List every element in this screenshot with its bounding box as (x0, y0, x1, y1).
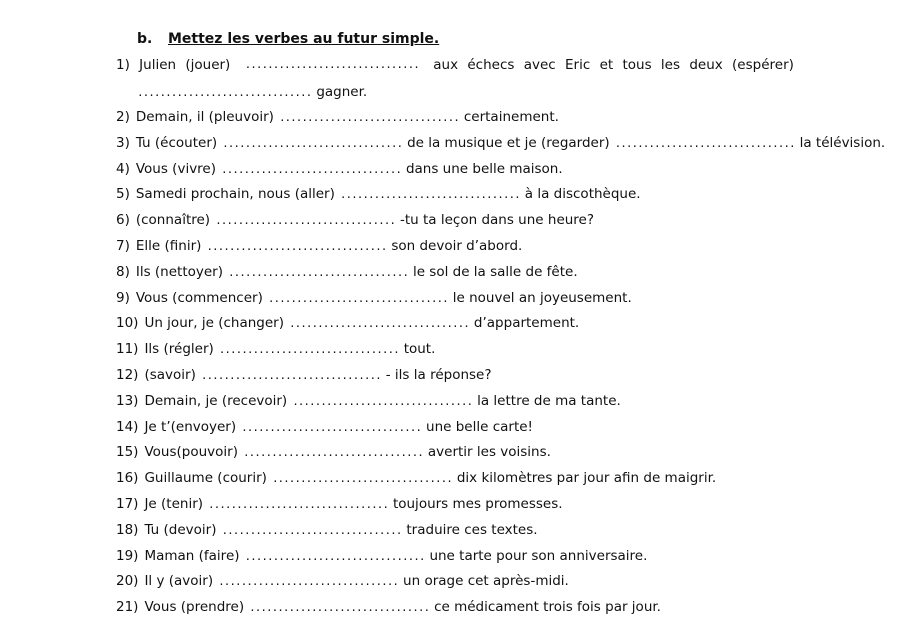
exercise-item (116, 134, 885, 153)
item-after-text: une tarte pour son anniversaire. (429, 547, 648, 564)
answer-blank: ................................ (292, 394, 473, 408)
item-number: 18) (116, 521, 139, 538)
item-number: 14) (116, 418, 139, 435)
answer-blank: ................................ (339, 188, 520, 202)
item-before-text: Un jour, je (changer) (144, 315, 284, 332)
item-before-text: Vous (commencer) (135, 289, 263, 306)
item-before-text: Il y (avoir) (144, 573, 214, 590)
item-before-text: Vous (vivre) (135, 160, 217, 177)
item-before-text: Vous (prendre) (144, 599, 245, 616)
item-before-text: Guillaume (courir) (144, 470, 267, 487)
item-after-text: tout. (403, 341, 436, 358)
item-after-text: de la musique et je (regarder) (407, 134, 610, 151)
answer-blank: ................................ (242, 446, 423, 460)
item-after-text: une belle carte! (426, 418, 533, 435)
item-before-text: Tu (devoir) (144, 521, 217, 538)
item-after-text: la lettre de ma tante. (477, 392, 621, 409)
item-before-text: Demain, il (pleuvoir) (135, 109, 274, 125)
item-before-text: Maman (faire) (144, 547, 240, 564)
answer-blank: ................................ (221, 523, 402, 537)
item-word: échecs (467, 57, 515, 73)
exercise-item (116, 598, 661, 617)
item-after-text: dans une belle maison. (405, 160, 563, 177)
exercise-item (116, 314, 579, 333)
item-word: et (599, 57, 614, 73)
exercise-item (116, 211, 594, 230)
item-after-text: un orage cet après-midi. (403, 573, 569, 590)
item-number: 17) (116, 496, 139, 512)
item-after-text: gagner. (316, 84, 368, 100)
answer-blank: ................................ (221, 162, 401, 176)
item-number: 21) (116, 599, 139, 616)
exercise-item (116, 263, 578, 282)
answer-blank: ................................ (249, 601, 430, 615)
answer-blank: ................................ (267, 291, 448, 305)
item-after-text: d’appartement. (473, 315, 580, 332)
item-after-text: certainement. (463, 109, 559, 125)
item-after-text: toujours mes promesses. (392, 496, 563, 512)
answer-blank: ................................ (208, 498, 388, 511)
item-after-text: le sol de la salle de fête. (412, 263, 578, 280)
item-before-text: (savoir) (144, 367, 196, 383)
item-word: deux (689, 57, 723, 73)
item-number: 3) (116, 134, 130, 151)
exercise-item (116, 469, 716, 488)
answer-blank: ................................ (215, 214, 395, 228)
answer-blank: ................................ (241, 420, 422, 434)
exercise-item (116, 572, 569, 591)
answer-blank: ................................ (289, 317, 469, 331)
exercise-item (116, 108, 559, 127)
item-number: 10) (116, 315, 139, 332)
section-heading (137, 31, 439, 47)
item-after-text: ce médicament trois fois par jour. (434, 599, 661, 616)
item-before-text: (connaître) (135, 212, 211, 229)
section-letter: b. (137, 31, 153, 47)
item-number: 16) (116, 470, 139, 487)
exercise-item (116, 160, 563, 179)
answer-blank: ................................ (614, 136, 795, 150)
item-number: 2) (116, 109, 130, 125)
exercise-item (116, 392, 621, 411)
answer-blank: ............................... (137, 86, 312, 99)
item-word: avec (523, 57, 556, 73)
answer-blank: ................................ (228, 265, 408, 279)
item-before-text: Je t’(envoyer) (144, 418, 237, 435)
exercise-item (116, 340, 435, 359)
exercise-item (116, 547, 647, 566)
item-before-text: Samedi prochain, nous (aller) (135, 186, 335, 203)
item-before-text: Demain, je (recevoir) (144, 392, 288, 409)
item-number: 11) (116, 341, 139, 358)
item-after-text: dix kilomètres par jour afin de maigrir. (456, 470, 717, 487)
answer-blank: ................................ (244, 549, 425, 563)
item-before-text: Elle (finir) (135, 238, 202, 254)
item-word: (jouer) (185, 57, 231, 73)
answer-blank: ................................ (278, 111, 459, 124)
item-before-text: Ils (régler) (144, 341, 214, 358)
exercise-item (116, 495, 563, 514)
item-after-text: - ils la réponse? (385, 367, 492, 383)
item-before-text: Je (tenir) (144, 496, 204, 512)
item-after-text: traduire ces textes. (406, 521, 538, 538)
item-after-text: son devoir d’abord. (391, 238, 523, 254)
exercise-item-1-continued (137, 83, 367, 102)
answer-blank: ................................ (206, 240, 387, 253)
exercise-item (116, 521, 538, 540)
item-number: 6) (116, 212, 130, 229)
item-before-text: Vous(pouvoir) (144, 444, 238, 461)
answer-blank: ................................ (222, 136, 403, 150)
exercise-item-1 (116, 56, 794, 74)
exercise-item (116, 443, 551, 462)
item-before-text: Ils (nettoyer) (135, 263, 224, 280)
answer-blank: ................................ (271, 472, 452, 486)
exercise-item (116, 237, 522, 256)
item-after-text: avertir les voisins. (427, 444, 551, 461)
item-number: 20) (116, 573, 139, 590)
item-number: 8) (116, 263, 130, 280)
item-number: 15) (116, 444, 139, 461)
item-after-text: à la discothèque. (524, 186, 641, 203)
item-number: 19) (116, 547, 139, 564)
item-number: 9) (116, 289, 130, 306)
item-word: (espérer) (732, 57, 794, 73)
answer-blank: ................................ (218, 343, 399, 357)
section-title: Mettez les verbes au futur simple. (168, 31, 440, 47)
item-number: 1) (116, 57, 130, 73)
item-word: aux (433, 57, 459, 73)
item-word: les (660, 57, 681, 73)
item-after-text: le nouvel an joyeusement. (452, 289, 632, 306)
item-word: tous (622, 57, 652, 73)
exercise-item (116, 185, 641, 204)
item-number: 7) (116, 238, 130, 254)
item-number: 12) (116, 367, 139, 383)
exercise-item (116, 418, 533, 437)
exercise-item (116, 289, 632, 308)
answer-blank: ................................ (200, 369, 381, 382)
item-before-text: Tu (écouter) (135, 134, 218, 151)
item-after-text: la télévision. (799, 134, 886, 151)
answer-blank: ............................... (244, 58, 419, 71)
item-number: 13) (116, 392, 139, 409)
answer-blank: ................................ (218, 575, 399, 589)
item-after-text: -tu ta leçon dans une heure? (400, 212, 595, 229)
item-number: 5) (116, 186, 130, 203)
exercise-item (116, 366, 492, 385)
item-word: Eric (565, 57, 591, 73)
item-number: 4) (116, 160, 130, 177)
item-word: Julien (139, 57, 177, 73)
